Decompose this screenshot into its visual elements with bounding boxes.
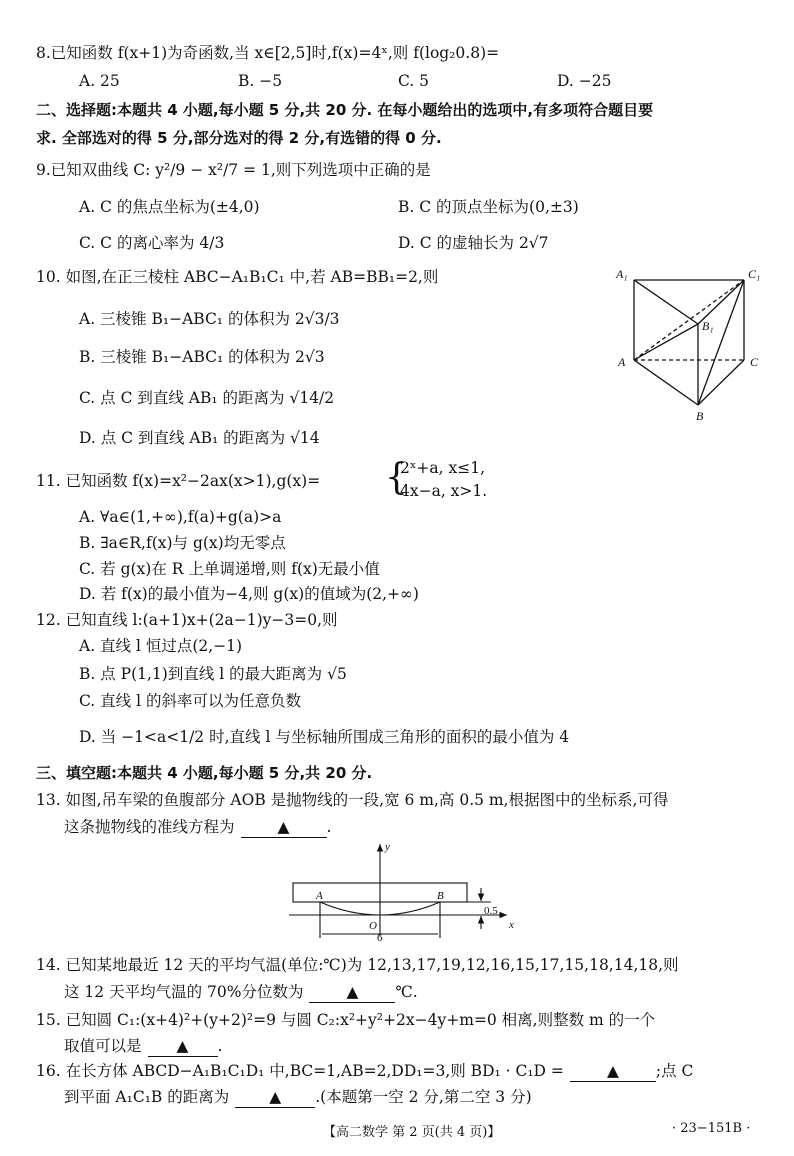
q9-stem: 9.已知双曲线 C: y²/9 − x²/7 = 1,则下列选项中正确的是 [36,161,431,179]
q8-stem: 8.已知函数 f(x+1)为奇函数,当 x∈[2,5]时,f(x)=4ˣ,则 f(log₂0.8)= [36,44,500,62]
q16-stem-cont: 到平面 A₁C₁B 的距离为 ▲ .(本题第一空 2 分,第二空 3 分) [64,1088,532,1106]
q15-answer-blank[interactable]: ▲ [148,1036,218,1057]
prism-figure [610,262,775,424]
label-origin: O [369,920,377,932]
label-a: A [618,355,626,369]
q14-answer-blank[interactable]: ▲ [309,982,395,1003]
q12-option-d: D. 当 −1<a<1/2 时,直线 l 与坐标轴所围成三角形的面积的最小值为 4 [79,728,570,746]
q11-option-c: C. 若 g(x)在 R 上单调递增,则 f(x)无最小值 [79,560,380,578]
q11-brace: { [385,457,408,498]
label-b1: B₁ [702,319,714,333]
q11-option-a: A. ∀a∈(1,+∞),f(a)+g(a)>a [79,508,282,526]
q13-stem-cont: 这条抛物线的准线方程为 ▲ . [64,818,332,836]
q11-option-d: D. 若 f(x)的最小值为−4,则 g(x)的值域为(2,+∞) [79,585,419,603]
q9-option-b: B. C 的顶点坐标为(0,±3) [398,198,579,216]
q10-option-c: C. 点 C 到直线 AB₁ 的距离为 √14/2 [79,389,335,407]
q12-option-c: C. 直线 l 的斜率可以为任意负数 [79,692,301,710]
section-2-heading-cont: 求. 全部选对的得 5 分,部分选对的得 2 分,有选错的得 0 分. [36,129,442,147]
page-footer: 【高二数学 第 2 页(共 4 页)】 [323,1125,501,1140]
q14-stem: 14. 已知某地最近 12 天的平均气温(单位:℃)为 12,13,17,19,12,16,15,17,15,18,14,18,则 [36,956,679,974]
label-b: B [696,409,704,423]
q13-prompt: 这条抛物线的准线方程为 [64,818,235,836]
exam-code: · 23−151B · [672,1121,751,1136]
label-c: C [750,355,759,369]
axis-y-label: y [385,841,390,853]
q15-stem-cont: 取值可以是 ▲ . [64,1037,223,1055]
crane-beam-figure [285,838,520,948]
label-height: 0.5 [484,905,498,917]
q9-option-c: C. C 的离心率为 4/3 [79,234,225,252]
q8-option-d: D. −25 [557,72,612,90]
label-width: 6 [377,932,383,944]
q14-prompt: 这 12 天平均气温的 70%分位数为 [64,983,304,1001]
q12-option-b: B. 点 P(1,1)到直线 l 的最大距离为 √5 [79,665,347,683]
q8-option-a: A. 25 [79,72,120,90]
section-3-heading: 三、填空题:本题共 4 小题,每小题 5 分,共 20 分. [36,764,373,782]
q15-stem: 15. 已知圆 C₁:(x+4)²+(y+2)²=9 与圆 C₂:x²+y²+2x−4y+m=0 相离,则整数 m 的一个 [36,1011,656,1029]
q8-option-b: B. −5 [238,72,283,90]
label-point-a: A [316,890,323,902]
q9-option-d: D. C 的虚轴长为 2√7 [398,234,549,252]
q11-option-b: B. ∃a∈R,f(x)与 g(x)均无零点 [79,534,286,552]
q14-stem-cont: 这 12 天平均气温的 70%分位数为 ▲ ℃. [64,983,418,1001]
q11-case-1: 2ˣ+a, x≤1, [400,459,486,477]
q11-case-2: 4x−a, x>1. [400,482,488,500]
q10-option-b: B. 三棱锥 B₁−ABC₁ 的体积为 2√3 [79,348,325,366]
section-2-heading: 二、选择题:本题共 4 小题,每小题 5 分,共 20 分. 在每小题给出的选项中,有多项符合题目要 [36,101,654,119]
q16-stem: 16. 在长方体 ABCD−A₁B₁C₁D₁ 中,BC=1,AB=2,DD₁=3,则 BD₁ · C₁D = ▲ ;点 C [36,1062,694,1080]
q10-option-a: A. 三棱锥 B₁−ABC₁ 的体积为 2√3/3 [79,310,340,328]
q12-option-a: A. 直线 l 恒过点(2,−1) [79,637,243,655]
q10-stem: 10. 如图,在正三棱柱 ABC−A₁B₁C₁ 中,若 AB=BB₁=2,则 [36,268,439,286]
label-a1: A₁ [616,267,628,281]
axis-x-label: x [509,919,514,931]
q13-stem: 13. 如图,吊车梁的鱼腹部分 AOB 是抛物线的一段,宽 6 m,高 0.5 m,根据图中的坐标系,可得 [36,791,669,809]
q11-stem: 11. 已知函数 f(x)=x²−2ax(x>1),g(x)= [36,472,321,490]
q10-option-d: D. 点 C 到直线 AB₁ 的距离为 √14 [79,429,320,447]
q15-prompt: 取值可以是 [64,1037,142,1055]
label-c1: C₁ [748,267,761,281]
label-point-b: B [437,890,444,902]
q12-stem: 12. 已知直线 l:(a+1)x+(2a−1)y−3=0,则 [36,611,338,629]
q16-answer-blank-1[interactable]: ▲ [570,1061,656,1082]
q16-answer-blank-2[interactable]: ▲ [235,1087,315,1108]
q13-answer-blank[interactable]: ▲ [241,817,327,838]
q8-option-c: C. 5 [398,72,430,90]
q9-option-a: A. C 的焦点坐标为(±4,0) [79,198,260,216]
